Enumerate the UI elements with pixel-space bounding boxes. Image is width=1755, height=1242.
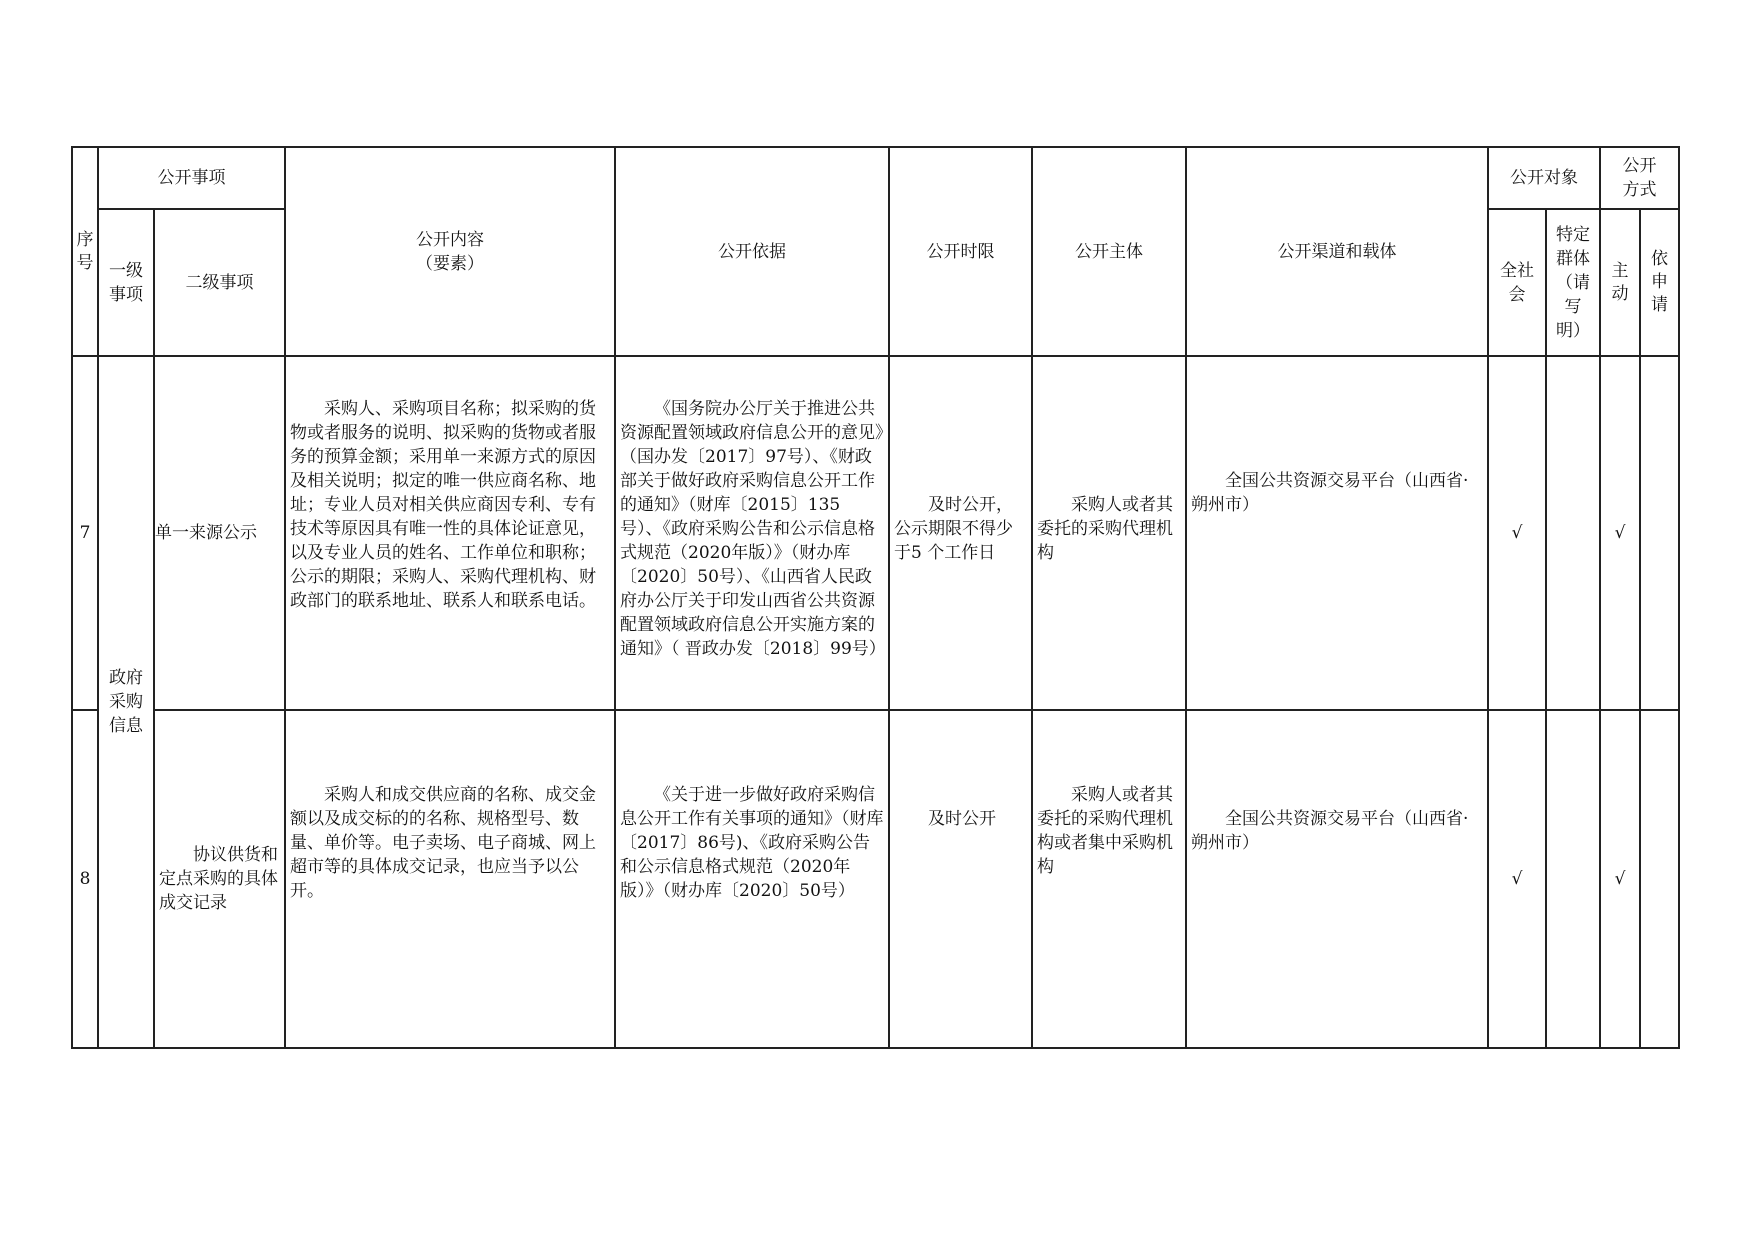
table-row bbox=[72, 710, 1679, 1048]
row-time-limit: 及时公开，公示期限不得少于5 个工作日 bbox=[889, 356, 1032, 710]
row-seq: 8 bbox=[72, 710, 98, 1048]
row-content: 采购人和成交供应商的名称、成交金额以及成交标的的名称、规格型号、数量、单价等。电子卖场、电子商城、网上超市等的具体成交记录，也应当予以公开。 bbox=[285, 710, 615, 1048]
header-channel: 公开渠道和载体 bbox=[1186, 147, 1488, 356]
header-level2: 二级事项 bbox=[154, 209, 285, 356]
row-target-all-check: √ bbox=[1488, 356, 1546, 710]
row-content: 采购人、采购项目名称；拟采购的货物或者服务的说明、拟采购的货物或者服务的预算金额；采用单一来源方式的原因及相关说明；拟定的唯一供应商名称、地址；专业人员对相关供应商因专利、专有技术等原因具有唯一性的具体论证意见，以及专业人员的姓名、工作单位和职称；公示的期限；采购人、采购代理机构、财政部门的联系地址、联系人和联系电话。 bbox=[285, 356, 615, 710]
header-target-specific: 特定群体（请写明） bbox=[1546, 209, 1600, 356]
header-time-limit: 公开时限 bbox=[889, 147, 1032, 356]
row-channel: 全国公共资源交易平台（山西省·朔州市） bbox=[1186, 356, 1488, 710]
header-seq: 序号 bbox=[72, 147, 98, 356]
header-subject: 公开主体 bbox=[1032, 147, 1186, 356]
row-mode-request bbox=[1640, 356, 1679, 710]
table-row bbox=[72, 356, 1679, 710]
header-basis: 公开依据 bbox=[615, 147, 889, 356]
row-target-specific bbox=[1546, 710, 1600, 1048]
header-target: 公开对象 bbox=[1488, 147, 1600, 209]
row-mode-active-check: √ bbox=[1600, 356, 1640, 710]
header-level1: 一级事项 bbox=[98, 209, 154, 356]
row-level2: 协议供货和定点采购的具体成交记录 bbox=[154, 710, 285, 1048]
row-level2: 单一来源公示 bbox=[154, 356, 285, 710]
header-mode-active: 主动 bbox=[1600, 209, 1640, 356]
row-target-all-check: √ bbox=[1488, 710, 1546, 1048]
level1-item: 政府采购信息 bbox=[98, 356, 154, 1048]
row-channel: 全国公共资源交易平台（山西省·朔州市） bbox=[1186, 710, 1488, 1048]
header-mode-request: 依申请 bbox=[1640, 209, 1679, 356]
row-seq: 7 bbox=[72, 356, 98, 710]
row-subject: 采购人或者其委托的采购代理机构 bbox=[1032, 356, 1186, 710]
row-target-specific bbox=[1546, 356, 1600, 710]
header-target-all: 全社会 bbox=[1488, 209, 1546, 356]
row-mode-request bbox=[1640, 710, 1679, 1048]
row-basis: 《关于进一步做好政府采购信息公开工作有关事项的通知》（财库〔2017〕86号)、《政府采购公告和公示信息格式规范（2020年版）》（财办库〔2020〕50号） bbox=[615, 710, 889, 1048]
header-content: 公开内容 （要素） bbox=[285, 147, 615, 356]
row-subject: 采购人或者其委托的采购代理机构或者集中采购机构 bbox=[1032, 710, 1186, 1048]
header-mode: 公开方式 bbox=[1600, 147, 1679, 209]
disclosure-table bbox=[71, 146, 1680, 1049]
header-items: 公开事项 bbox=[98, 147, 285, 209]
row-time-limit: 及时公开 bbox=[889, 710, 1032, 1048]
row-basis: 《国务院办公厅关于推进公共资源配置领域政府信息公开的意见》（国办发〔2017〕97号）、《财政部关于做好政府采购信息公开工作的通知》（财库〔2015〕135 号）、《政府采购公告和公示信息格式规范（2020年版）》（财办库〔2020〕50号）、《山西省人民政府办公厅关于印发山西省公共资源配置领域政府信息公开实施方案的通知》（ 晋政办发〔2018〕99号） bbox=[615, 356, 889, 710]
row-mode-active-check: √ bbox=[1600, 710, 1640, 1048]
